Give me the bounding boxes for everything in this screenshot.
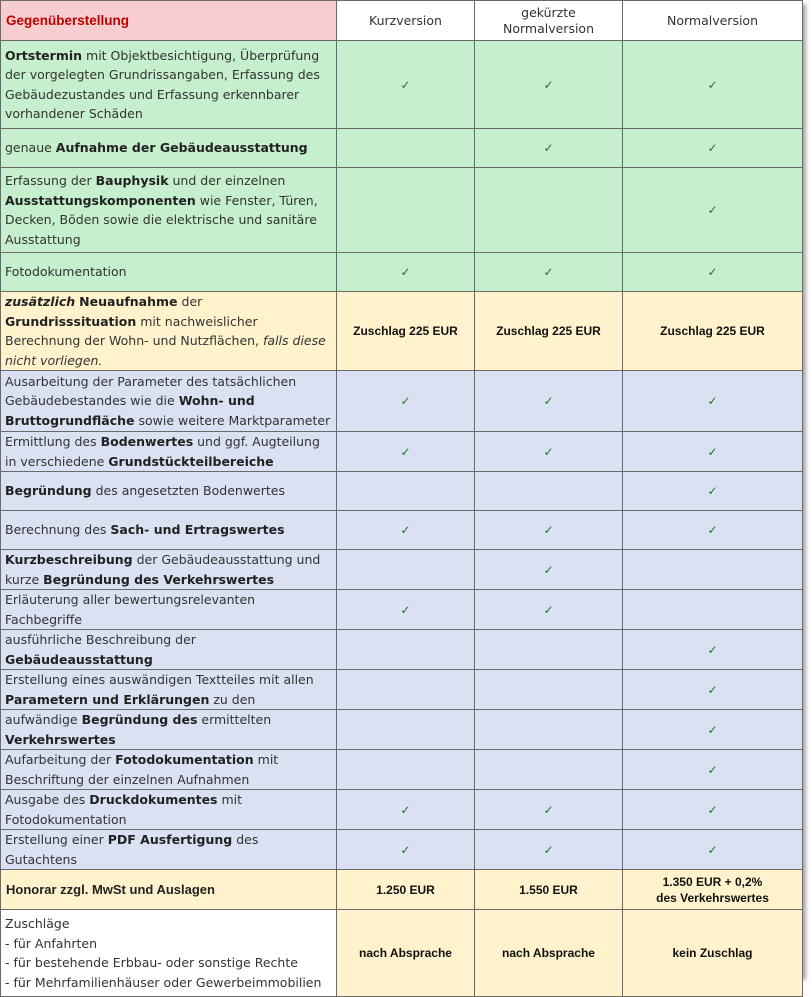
cell-kurzversion: [337, 41, 475, 129]
cell-gekuerzte-normalversion: [475, 129, 623, 168]
row-description: [1, 710, 337, 750]
row-description: [1, 790, 337, 830]
cell-kurzversion: [337, 129, 475, 168]
emphasis-text: Ausstattungskomponenten: [5, 192, 196, 208]
cell-normalversion: [623, 790, 803, 830]
emphasis-text: falls diese nicht vorliegen.: [5, 333, 326, 368]
cell-normalversion: [623, 710, 803, 750]
emphasis-text: Druckdokumentes: [89, 792, 218, 807]
checkmark-icon: ✓: [400, 444, 411, 459]
cell-kurzversion: [337, 630, 475, 670]
cell-gekuerzte-normalversion: [475, 168, 623, 253]
description-text: Ausgabe des: [5, 792, 90, 807]
row-description: [1, 472, 337, 511]
cell-kurzversion: [337, 710, 475, 750]
description-text: der: [177, 294, 203, 309]
cell-gekuerzte-normalversion: [475, 371, 623, 432]
table-row: [1, 750, 803, 790]
description-text: zu den: [209, 691, 256, 707]
checkmark-icon: ✓: [400, 802, 411, 817]
table-row: [1, 870, 803, 910]
checkmark-icon: ✓: [707, 265, 718, 279]
description-text: ausführliche Beschreibung der: [5, 632, 196, 647]
description-text: Erstellung einer: [5, 832, 108, 847]
row-description: [1, 168, 337, 253]
description-text: mit Fotodokumentation: [5, 792, 243, 827]
table-row: [1, 710, 803, 750]
table-row: [1, 168, 803, 253]
table-row: [1, 670, 803, 710]
checkmark-icon: ✓: [707, 523, 718, 537]
cell-kurzversion: [337, 511, 475, 550]
price-cell-kurzversion: Zuschlag 225 EUR: [337, 292, 475, 371]
checkmark-icon: ✓: [707, 203, 718, 217]
checkmark-icon: ✓: [707, 77, 718, 92]
checkmark-icon: ✓: [400, 523, 411, 537]
description-text: Ermittlung des: [5, 434, 101, 449]
emphasis-text: Grundrisssituation: [5, 313, 137, 329]
description-text: der Gebäudeausstattung und kurze: [5, 552, 321, 587]
checkmark-icon: ✓: [707, 444, 718, 459]
checkmark-icon: ✓: [543, 265, 554, 279]
description-text: mit Objektbesichtigung, Überprüfung der vorgelegten Grundrissangaben, Erfassung des Gebäudezustandes und Erfassung erkennbarer vorhandener Schäden: [5, 47, 320, 121]
emphasis-text: Begründung des: [81, 712, 198, 727]
description-text: und ggf. Augteilung in verschiedene: [5, 434, 320, 469]
cell-normalversion: [623, 371, 803, 432]
emphasis-text: Aufnahme der Gebäudeausstattung: [55, 140, 308, 156]
checkmark-icon: ✓: [543, 602, 554, 617]
cell-normalversion: [623, 830, 803, 870]
description-text: Berechnung des: [5, 522, 111, 538]
table-header-row: [1, 1, 803, 41]
description-text: Zuschläge - für Anfahrten - für bestehende Erbbau- oder sonstige Rechte - für Mehrfamilienhäuser oder Gewerbeimmobilien: [5, 916, 322, 990]
description-text: und der einzelnen: [168, 173, 286, 188]
cell-kurzversion: [337, 168, 475, 253]
checkmark-icon: ✓: [543, 523, 554, 537]
table-row: [1, 550, 803, 590]
table-row: [1, 371, 803, 432]
emphasis-text: Sach- und Ertragswertes: [110, 522, 285, 538]
emphasis-text: PDF Ausfertigung: [107, 832, 233, 847]
description-text: ermittelten: [197, 712, 272, 727]
cell-gekuerzte-normalversion: [475, 750, 623, 790]
cell-gekuerzte-normalversion: [475, 670, 623, 710]
description-text: Erläuterung aller bewertungsrelevanten Fachbegriffe: [5, 592, 256, 627]
row-description: [1, 590, 337, 630]
checkmark-icon: ✓: [400, 77, 411, 92]
checkmark-icon: ✓: [400, 602, 411, 617]
row-description: [1, 630, 337, 670]
cell-normalversion: [623, 41, 803, 129]
emphasis-text: Parametern und Erklärungen: [5, 691, 210, 707]
row-description: [1, 830, 337, 870]
table-row: [1, 432, 803, 472]
cell-normalversion: [623, 511, 803, 550]
header-normalversion: Normalversion: [623, 1, 803, 41]
cell-normalversion: [623, 168, 803, 253]
row-description: [1, 870, 337, 910]
cell-gekuerzte-normalversion: [475, 790, 623, 830]
row-description: [1, 550, 337, 590]
cell-gekuerzte-normalversion: [475, 432, 623, 472]
emphasis-text: Wohn- und Bruttogrundfläche: [5, 393, 255, 428]
cell-kurzversion: [337, 371, 475, 432]
cell-gekuerzte-normalversion: [475, 590, 623, 630]
row-description: [1, 371, 337, 432]
row-description: [1, 432, 337, 472]
row-description: [1, 292, 337, 371]
cell-gekuerzte-normalversion: [475, 472, 623, 511]
description-text: Honorar zzgl. MwSt und Auslagen: [6, 882, 215, 897]
checkmark-icon: ✓: [707, 722, 718, 737]
description-text: Erfassung der: [5, 173, 96, 188]
checkmark-icon: ✓: [707, 802, 718, 817]
price-cell-gekuerzte-normalversion: 1.550 EUR: [475, 870, 623, 910]
cell-normalversion: [623, 432, 803, 472]
row-description: [1, 253, 337, 292]
checkmark-icon: ✓: [707, 484, 718, 498]
emphasis-text: Bodenwertes: [100, 434, 194, 449]
table-row: [1, 472, 803, 511]
table-row: [1, 129, 803, 168]
table-body: [1, 41, 803, 997]
cell-normalversion: [623, 590, 803, 630]
cell-kurzversion: [337, 472, 475, 511]
price-cell-normalversion: kein Zuschlag: [623, 910, 803, 997]
header-kurzversion: Kurzversion: [337, 1, 475, 41]
description-text: mit Beschriftung der einzelnen Aufnahmen: [5, 752, 279, 787]
description-text: Ausarbeitung der Parameter des tatsächlichen Gebäudebestandes wie die: [5, 373, 297, 409]
price-cell-gekuerzte-normalversion: nach Absprache: [475, 910, 623, 997]
description-text: Fotodokumentation: [5, 264, 127, 280]
cell-normalversion: [623, 550, 803, 590]
cell-normalversion: [623, 670, 803, 710]
row-description: [1, 750, 337, 790]
cell-gekuerzte-normalversion: [475, 253, 623, 292]
checkmark-icon: ✓: [543, 444, 554, 459]
table-row: [1, 830, 803, 870]
price-cell-normalversion: 1.350 EUR + 0,2% des Verkehrswertes: [623, 870, 803, 910]
checkmark-icon: ✓: [400, 394, 411, 408]
cell-kurzversion: [337, 590, 475, 630]
row-description: [1, 910, 337, 997]
cell-gekuerzte-normalversion: [475, 710, 623, 750]
emphasis-text: Begründung des Verkehrswertes: [43, 571, 275, 587]
checkmark-icon: ✓: [707, 394, 718, 408]
table-row: [1, 630, 803, 670]
row-description: [1, 670, 337, 710]
checkmark-icon: ✓: [543, 802, 554, 817]
checkmark-icon: ✓: [543, 141, 554, 155]
description-text: genaue: [5, 140, 56, 156]
emphasis-text: Ortstermin: [5, 47, 83, 63]
cell-gekuerzte-normalversion: [475, 830, 623, 870]
price-cell-kurzversion: nach Absprache: [337, 910, 475, 997]
emphasis-text: Neuaufnahme: [79, 294, 178, 309]
checkmark-icon: ✓: [707, 842, 718, 857]
cell-kurzversion: [337, 830, 475, 870]
table-row: [1, 511, 803, 550]
header-gekuerzte-normalversion: [475, 1, 623, 41]
price-cell-gekuerzte-normalversion: Zuschlag 225 EUR: [475, 292, 623, 371]
header-col2-line2: Normalversion: [502, 20, 594, 36]
emphasis-text: Bauphysik: [95, 173, 169, 188]
description-text: sowie weitere Marktparameter: [134, 412, 331, 428]
description-text: wie Fenster, Türen, Decken, Böden sowie die elektrische und sanitäre Ausstattung: [5, 192, 318, 247]
row-description: [1, 41, 337, 129]
cell-normalversion: [623, 750, 803, 790]
cell-normalversion: [623, 129, 803, 168]
checkmark-icon: ✓: [707, 642, 718, 657]
emphasis-text: zusätzlich: [5, 294, 76, 309]
cell-gekuerzte-normalversion: [475, 511, 623, 550]
checkmark-icon: ✓: [543, 562, 554, 577]
description-text: Aufarbeitung der: [5, 752, 116, 767]
cell-kurzversion: [337, 750, 475, 790]
cell-kurzversion: [337, 253, 475, 292]
cell-kurzversion: [337, 670, 475, 710]
cell-kurzversion: [337, 432, 475, 472]
price-cell-normalversion: Zuschlag 225 EUR: [623, 292, 803, 371]
description-text: des angesetzten Bodenwertes: [91, 483, 285, 499]
emphasis-text: Verkehrswertes: [5, 731, 116, 747]
cell-normalversion: [623, 630, 803, 670]
checkmark-icon: ✓: [707, 141, 718, 155]
cell-gekuerzte-normalversion: [475, 630, 623, 670]
emphasis-text: Begründung: [5, 483, 92, 499]
cell-kurzversion: [337, 790, 475, 830]
table-row: [1, 253, 803, 292]
table-row: [1, 41, 803, 129]
table-row: [1, 790, 803, 830]
checkmark-icon: ✓: [707, 682, 718, 697]
checkmark-icon: ✓: [543, 394, 554, 408]
price-cell-kurzversion: 1.250 EUR: [337, 870, 475, 910]
emphasis-text: Kurzbeschreibung: [5, 552, 133, 567]
description-text: Erstellung eines auswändigen Textteiles mit allen: [5, 672, 314, 687]
emphasis-text: Gebäudeausstattung: [5, 651, 153, 667]
emphasis-text: Fotodokumentation: [115, 752, 254, 767]
header-col2-line1: gekürzte: [521, 4, 576, 20]
cell-normalversion: [623, 472, 803, 511]
cell-kurzversion: [337, 550, 475, 590]
row-description: [1, 511, 337, 550]
description-text: des Gutachtens: [5, 832, 259, 867]
checkmark-icon: ✓: [400, 842, 411, 857]
description-text: aufwändige: [5, 712, 82, 727]
table-row: [1, 590, 803, 630]
checkmark-icon: ✓: [707, 762, 718, 777]
row-description: [1, 129, 337, 168]
cell-normalversion: [623, 253, 803, 292]
checkmark-icon: ✓: [543, 842, 554, 857]
cell-gekuerzte-normalversion: [475, 550, 623, 590]
table-row: [1, 910, 803, 997]
table-row: [1, 292, 803, 371]
cell-gekuerzte-normalversion: [475, 41, 623, 129]
checkmark-icon: ✓: [400, 265, 411, 279]
emphasis-text: Grundstückteilbereiche: [108, 453, 274, 469]
description-text: mit nachweislicher Berechnung der Wohn- und Nutzflächen,: [5, 313, 264, 348]
header-title: Gegenüberstellung: [1, 1, 337, 41]
checkmark-icon: ✓: [543, 77, 554, 92]
